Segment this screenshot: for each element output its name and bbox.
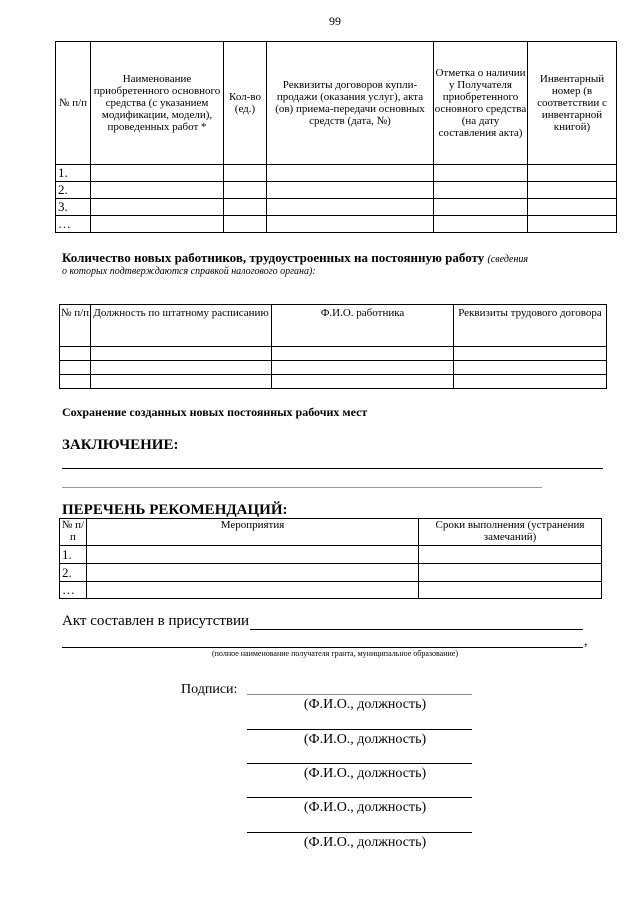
workers-header-cell: Реквизиты трудового договора bbox=[454, 305, 607, 347]
table-cell[interactable] bbox=[528, 216, 617, 233]
act-presence-line[interactable] bbox=[250, 629, 583, 630]
act-caption: (полное наименование получателя гранта, муниципальное образование) bbox=[211, 649, 458, 658]
recommendations-title: ПЕРЕЧЕНЬ РЕКОМЕНДАЦИЙ: bbox=[62, 502, 288, 518]
recommendations-header-cell: № п/п bbox=[60, 519, 87, 546]
signature-line[interactable] bbox=[247, 729, 472, 730]
table-cell[interactable] bbox=[60, 375, 91, 389]
table-row bbox=[56, 182, 617, 199]
table-cell[interactable] bbox=[60, 361, 91, 375]
row-number: … bbox=[60, 582, 87, 599]
table-row bbox=[60, 361, 607, 375]
table-cell[interactable] bbox=[267, 199, 434, 216]
table-cell[interactable] bbox=[91, 375, 272, 389]
table-cell[interactable] bbox=[272, 375, 454, 389]
signature-caption: (Ф.И.О., должность) bbox=[303, 835, 427, 850]
table-cell[interactable] bbox=[224, 165, 267, 182]
table-cell[interactable] bbox=[87, 564, 419, 582]
row-number: 1. bbox=[60, 546, 87, 564]
conclusion-line[interactable] bbox=[62, 468, 603, 469]
table-cell[interactable] bbox=[87, 582, 419, 599]
table-cell[interactable] bbox=[272, 347, 454, 361]
act-label: Акт составлен в присутствии bbox=[62, 613, 250, 629]
table-row bbox=[60, 347, 607, 361]
workers-section-title bbox=[62, 250, 622, 266]
workers-table bbox=[59, 304, 607, 389]
workers-header-cell: Ф.И.О. работника bbox=[272, 305, 454, 347]
table-cell[interactable] bbox=[454, 347, 607, 361]
signature-line[interactable] bbox=[247, 832, 472, 833]
table-row bbox=[56, 199, 617, 216]
row-number: 2. bbox=[56, 182, 91, 199]
row-number: … bbox=[56, 216, 91, 233]
workers-header-cell: Должность по штатному расписанию bbox=[91, 305, 272, 347]
table-cell[interactable] bbox=[528, 165, 617, 182]
table-cell[interactable] bbox=[60, 347, 91, 361]
table-cell[interactable] bbox=[91, 361, 272, 375]
table-cell[interactable] bbox=[419, 564, 602, 582]
row-number: 3. bbox=[56, 199, 91, 216]
table-cell[interactable] bbox=[267, 216, 434, 233]
row-number: 1. bbox=[56, 165, 91, 182]
workers-title-text: Количество новых работников, трудоустроенных на постоянную работу bbox=[62, 250, 485, 265]
act-presence-line-2[interactable] bbox=[62, 647, 583, 648]
table-cell[interactable] bbox=[267, 165, 434, 182]
table-cell[interactable] bbox=[434, 216, 528, 233]
signature-line[interactable] bbox=[247, 694, 472, 695]
signature-line[interactable] bbox=[247, 763, 472, 764]
table-cell[interactable] bbox=[91, 347, 272, 361]
signature-caption: (Ф.И.О., должность) bbox=[303, 766, 427, 781]
recommendations-header-row bbox=[60, 519, 602, 546]
table-row bbox=[60, 546, 602, 564]
table-cell[interactable] bbox=[528, 182, 617, 199]
row-number: 2. bbox=[60, 564, 87, 582]
preservation-title: Сохранение созданных новых постоянных рабочих мест bbox=[62, 405, 368, 419]
assets-header-row bbox=[56, 42, 617, 165]
table-row bbox=[60, 564, 602, 582]
assets-header-cell: Отметка о наличии у Получателя приобретенного основного средства (на дату составления акта) bbox=[434, 42, 528, 165]
table-row bbox=[60, 375, 607, 389]
table-cell[interactable] bbox=[91, 216, 224, 233]
table-cell[interactable] bbox=[454, 375, 607, 389]
assets-header-cell: Кол-во (ед.) bbox=[224, 42, 267, 165]
table-cell[interactable] bbox=[419, 582, 602, 599]
page-number: 99 bbox=[329, 14, 341, 28]
table-row bbox=[60, 582, 602, 599]
table-cell[interactable] bbox=[267, 182, 434, 199]
signatures-label: Подписи: bbox=[181, 682, 238, 697]
recommendations-header-cell: Мероприятия bbox=[87, 519, 419, 546]
workers-note-inline: (сведения bbox=[487, 254, 529, 265]
table-cell[interactable] bbox=[91, 182, 224, 199]
signature-caption: (Ф.И.О., должность) bbox=[303, 697, 427, 712]
table-cell[interactable] bbox=[87, 546, 419, 564]
table-cell[interactable] bbox=[224, 199, 267, 216]
table-cell[interactable] bbox=[434, 199, 528, 216]
table-cell[interactable] bbox=[91, 199, 224, 216]
signature-caption: (Ф.И.О., должность) bbox=[303, 732, 427, 747]
assets-table bbox=[55, 41, 617, 233]
act-comma: , bbox=[584, 634, 588, 649]
table-cell[interactable] bbox=[224, 216, 267, 233]
recommendations-table bbox=[59, 518, 602, 599]
signature-line[interactable] bbox=[247, 797, 472, 798]
table-cell[interactable] bbox=[528, 199, 617, 216]
assets-header-cell: № п/п bbox=[56, 42, 91, 165]
table-row bbox=[56, 216, 617, 233]
workers-note: о которых подтверждаются справкой налогового органа): bbox=[62, 266, 316, 277]
table-cell[interactable] bbox=[454, 361, 607, 375]
table-cell[interactable] bbox=[419, 546, 602, 564]
table-cell[interactable] bbox=[434, 165, 528, 182]
table-cell[interactable] bbox=[91, 165, 224, 182]
assets-header-cell: Реквизиты договоров купли-продажи (оказания услуг), акта (ов) приема-передачи основных средств (дата, №) bbox=[267, 42, 434, 165]
workers-header-cell: № п/п bbox=[60, 305, 91, 347]
signature-caption: (Ф.И.О., должность) bbox=[303, 800, 427, 815]
table-cell[interactable] bbox=[224, 182, 267, 199]
conclusion-line[interactable] bbox=[62, 487, 542, 488]
table-cell[interactable] bbox=[434, 182, 528, 199]
assets-header-cell: Наименование приобретенного основного средства (с указанием модификации, модели), проведенных работ * bbox=[91, 42, 224, 165]
recommendations-header-cell: Сроки выполнения (устранения замечаний) bbox=[419, 519, 602, 546]
workers-header-row bbox=[60, 305, 607, 347]
table-cell[interactable] bbox=[272, 361, 454, 375]
table-row bbox=[56, 165, 617, 182]
conclusion-title: ЗАКЛЮЧЕНИЕ: bbox=[62, 437, 179, 453]
assets-header-cell: Инвентарный номер (в соответствии с инвентарной книгой) bbox=[528, 42, 617, 165]
